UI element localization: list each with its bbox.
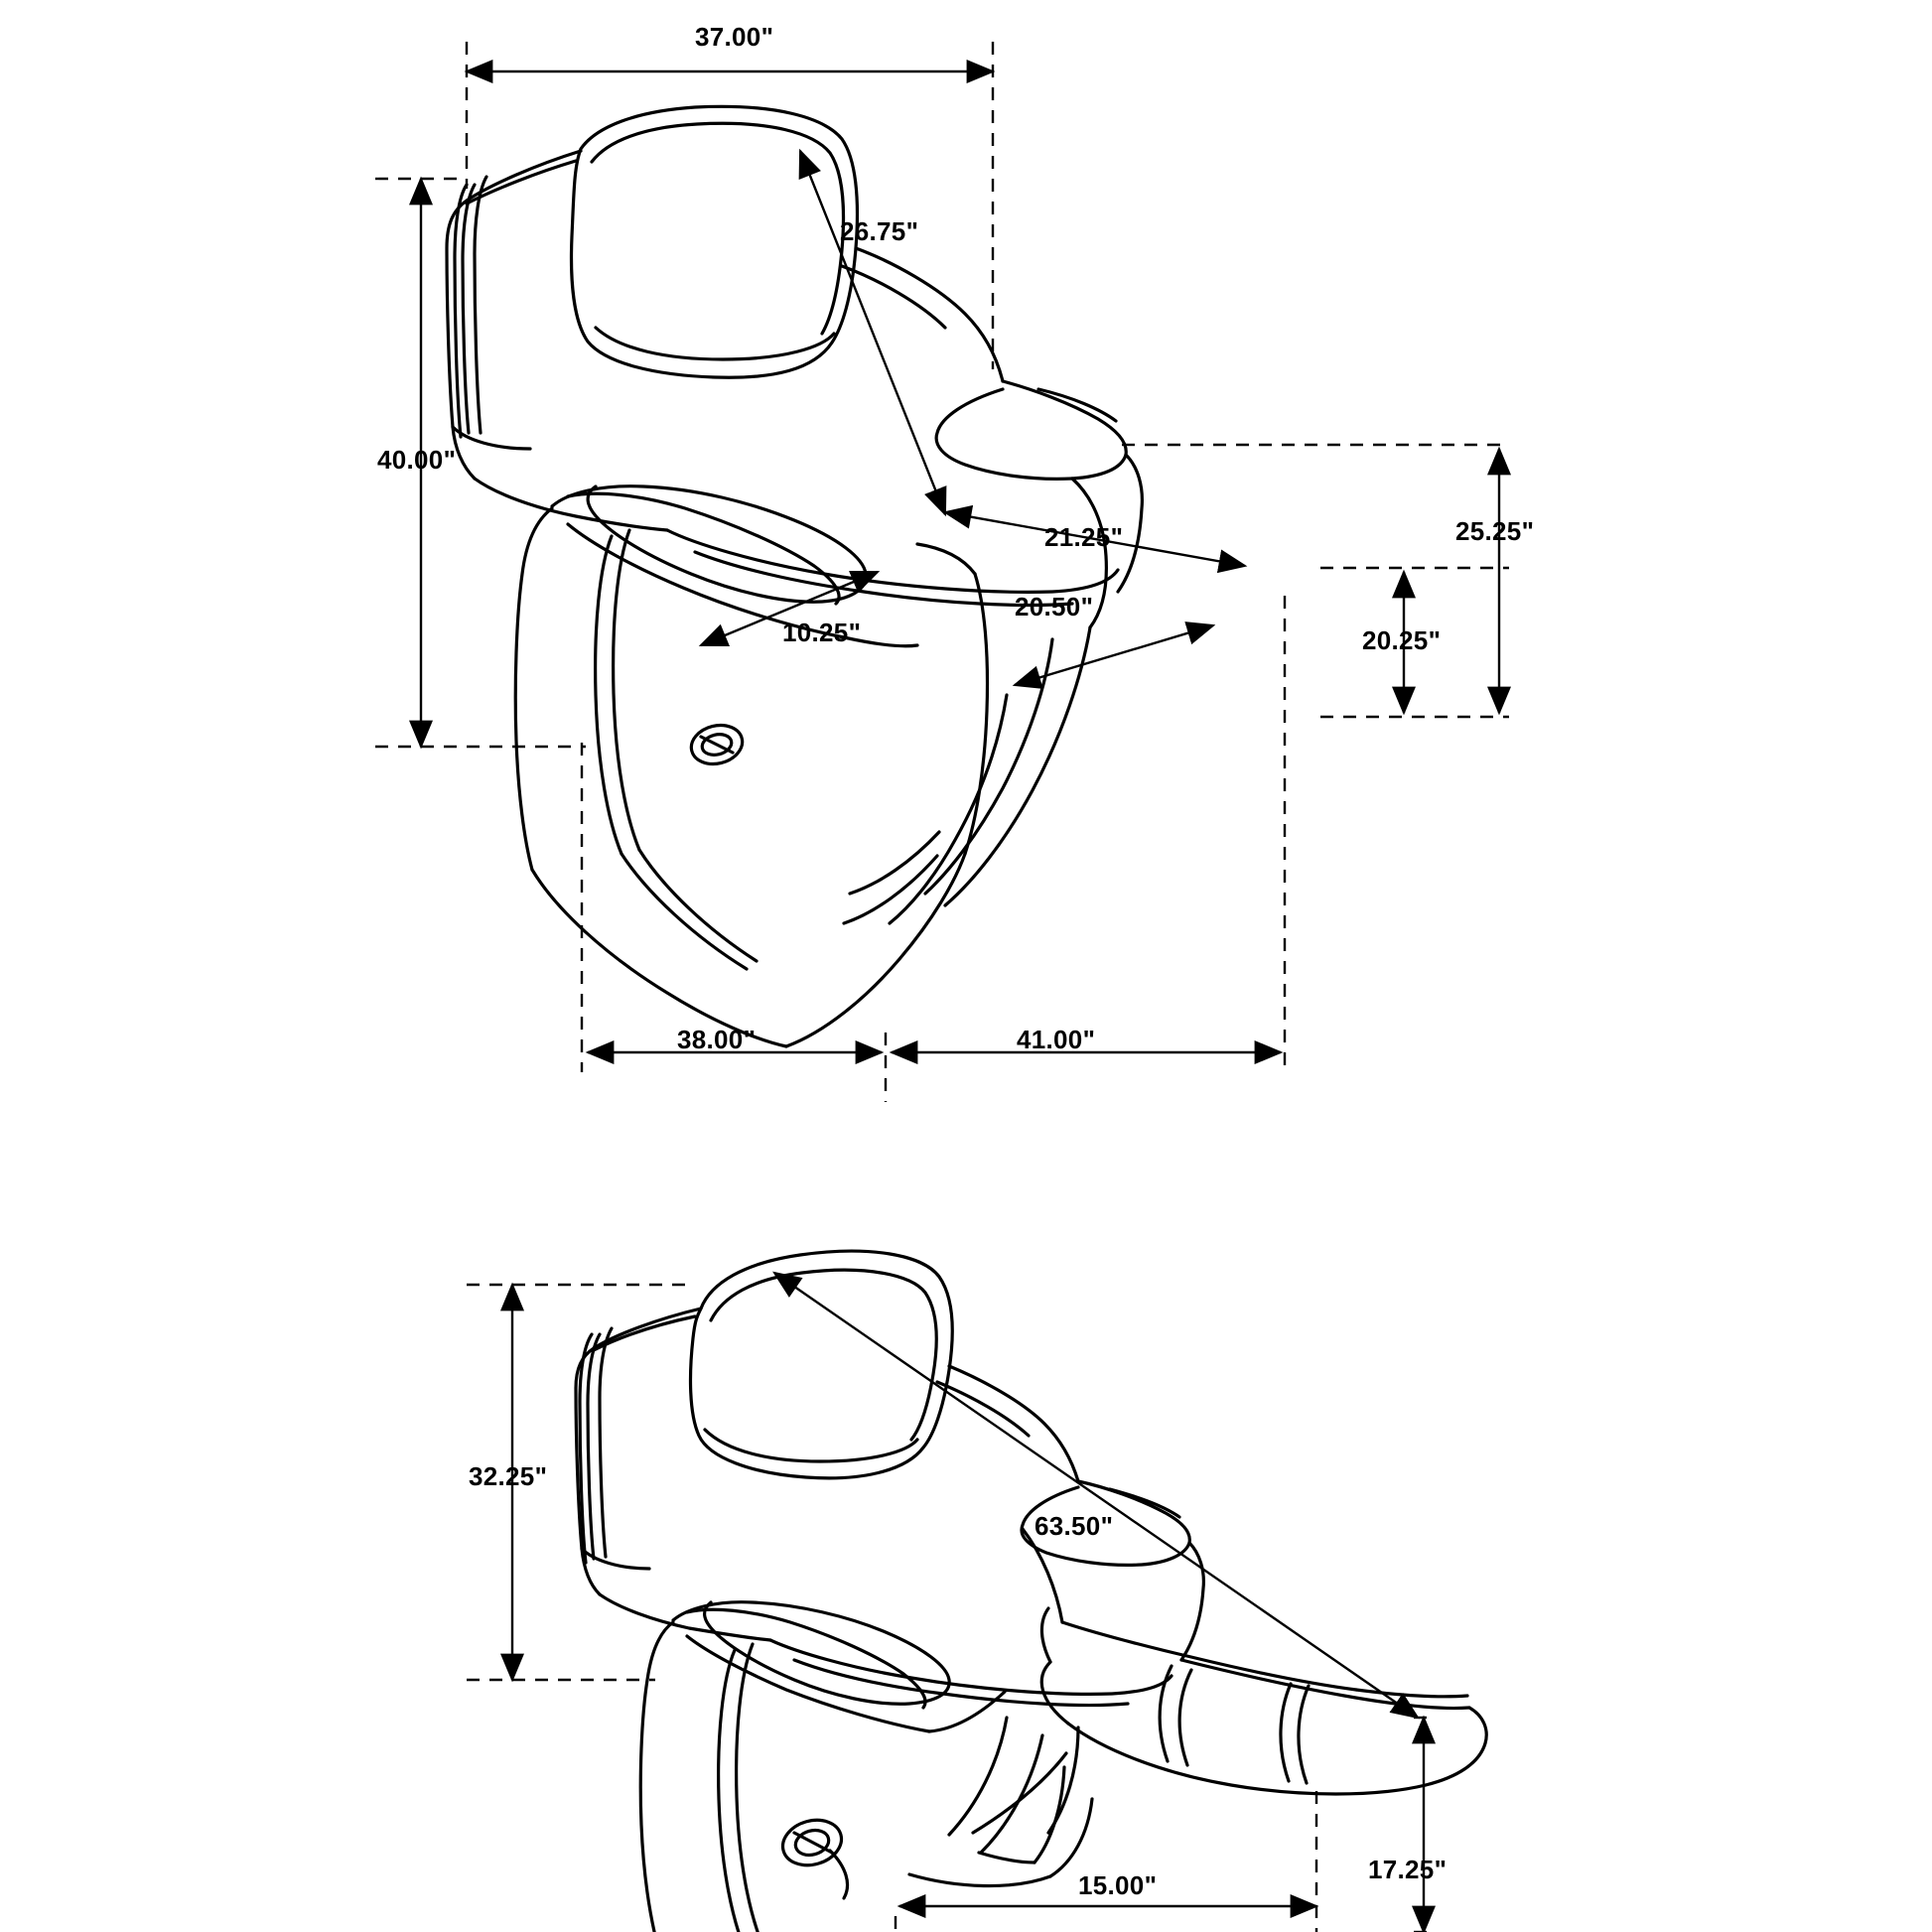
dim-base-width-label: 15.00" (1078, 1870, 1158, 1900)
dim-reclined-diagonal-label: 63.50" (1035, 1511, 1114, 1541)
recliner-handle (687, 720, 747, 768)
dim-seat-back-diagonal-label: 26.75" (840, 216, 919, 246)
upright-chair-illustration (447, 106, 1142, 1046)
reclined-recliner-handle (777, 1814, 847, 1898)
upright-dimension-lines (375, 42, 1509, 1102)
dim-depth-right-label: 41.00" (1017, 1025, 1096, 1054)
dim-reclined-height-label: 32.25" (469, 1461, 548, 1491)
dim-depth-left-label: 38.00" (677, 1025, 757, 1054)
dim-arm-height-label: 25.25" (1455, 516, 1535, 546)
reclined-chair-illustration (576, 1251, 1486, 1932)
dim-overall-width-label: 37.00" (695, 22, 774, 52)
dim-seat-width-label: 20.50" (1015, 592, 1094, 621)
dim-seat-depth-diagonal-label: 21.25" (1044, 522, 1124, 552)
dim-overall-height-label: 40.00" (377, 445, 457, 475)
dim-footrest-height-label: 17.25" (1368, 1855, 1448, 1884)
dim-seat-cushion-depth-label: 10.25" (782, 618, 862, 647)
dim-seat-height-label: 20.25" (1362, 625, 1442, 655)
